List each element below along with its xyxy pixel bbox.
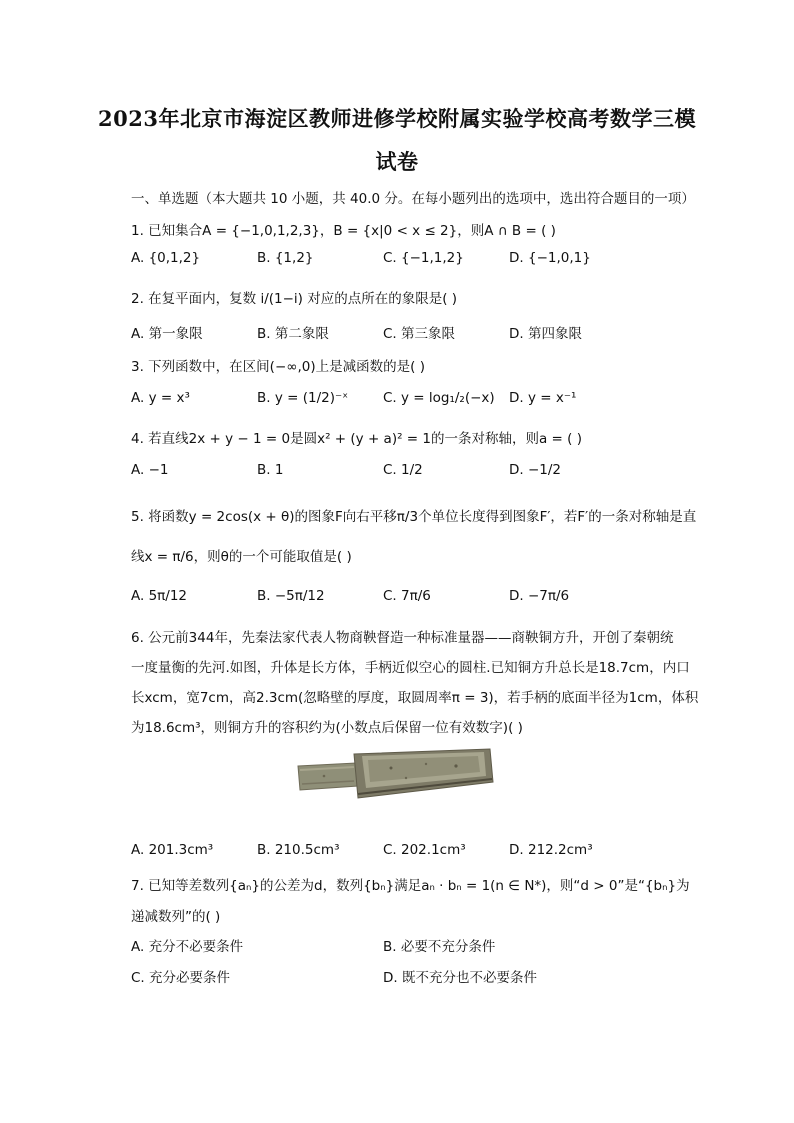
q3-option-c: C. y = log₁/₂(−x) [383, 390, 495, 406]
section-heading: 一、单选题（本大题共 10 小题，共 40.0 分。在每小题列出的选项中，选出符合题目的一项） [131, 191, 695, 207]
q3-option-d: D. y = x⁻¹ [509, 390, 577, 406]
q4-option-a: A. −1 [131, 462, 169, 478]
q7-option-a: A. 充分不必要条件 [131, 939, 244, 955]
question-1: 1. 已知集合A = {−1,0,1,2,3}，B = {x|0 < x ≤ 2}，则A ∩ B = ( ) [131, 223, 556, 239]
question-7-line-1: 7. 已知等差数列{aₙ}的公差为d，数列{bₙ}满足aₙ · bₙ = 1(n ∈ N*)，则“d > 0”是“{bₙ}为 [131, 878, 690, 894]
q6-option-a: A. 201.3cm³ [131, 842, 214, 858]
question-2: 2. 在复平面内，复数 i/(1−i) 对应的点所在的象限是( ) [131, 291, 458, 307]
question-6-line-1: 6. 公元前344年，先秦法家代表人物商鞅督造一种标准量器——商鞅铜方升，开创了秦朝统 [131, 630, 674, 646]
q6-option-c: C. 202.1cm³ [383, 842, 466, 858]
exam-title: 2023年北京市海淀区教师进修学校附属实验学校高考数学三模 [98, 106, 696, 131]
q7-option-b: B. 必要不充分条件 [383, 939, 496, 955]
question-5-line-2: 线x = π/6，则θ的一个可能取值是( ) [131, 549, 352, 565]
question-6-line-3: 长xcm，宽7cm，高2.3cm(忽略壁的厚度，取圆周率π = 3)，若手柄的底面半径为1cm，体积 [131, 690, 699, 706]
q5-option-a: A. 5π/12 [131, 588, 188, 604]
question-5-line-1: 5. 将函数y = 2cos(x + θ)的图象F向右平移π/3个单位长度得到图象F′，若F′的一条对称轴是直 [131, 509, 697, 525]
q2-option-d: D. 第四象限 [509, 326, 582, 342]
q6-option-b: B. 210.5cm³ [257, 842, 340, 858]
question-3: 3. 下列函数中，在区间(−∞,0)上是减函数的是( ) [131, 359, 425, 375]
q5-option-c: C. 7π/6 [383, 588, 431, 604]
q4-option-c: C. 1/2 [383, 462, 423, 478]
question-6-line-2: 一度量衡的先河.如图，升体是长方体，手柄近似空心的圆柱.已知铜方升总长是18.7cm，内口 [131, 660, 690, 676]
q7-option-d: D. 既不充分也不必要条件 [383, 970, 537, 986]
q4-option-b: B. 1 [257, 462, 284, 478]
question-6-line-4: 为18.6cm³，则铜方升的容积约为(小数点后保留一位有效数字)( ) [131, 720, 523, 736]
q6-option-d: D. 212.2cm³ [509, 842, 593, 858]
question-7-line-2: 递减数列”的( ) [131, 909, 221, 925]
q1-option-a: A. {0,1,2} [131, 250, 201, 266]
q1-option-b: B. {1,2} [257, 250, 314, 266]
q2-option-c: C. 第三象限 [383, 326, 456, 342]
q4-option-d: D. −1/2 [509, 462, 562, 478]
exam-title-continued: 试卷 [375, 149, 419, 174]
q1-option-d: D. {−1,0,1} [509, 250, 591, 266]
q3-option-b: B. y = (1/2)⁻ˣ [257, 390, 349, 406]
question-4: 4. 若直线2x + y − 1 = 0是圆x² + (y + a)² = 1的一条对称轴，则a = ( ) [131, 431, 582, 447]
q1-option-c: C. {−1,1,2} [383, 250, 464, 266]
q2-option-a: A. 第一象限 [131, 326, 203, 342]
q3-option-a: A. y = x³ [131, 390, 190, 406]
q7-option-c: C. 充分必要条件 [131, 970, 231, 986]
q2-option-b: B. 第二象限 [257, 326, 329, 342]
bronze-measure-image [296, 746, 494, 802]
q5-option-d: D. −7π/6 [509, 588, 570, 604]
q5-option-b: B. −5π/12 [257, 588, 325, 604]
